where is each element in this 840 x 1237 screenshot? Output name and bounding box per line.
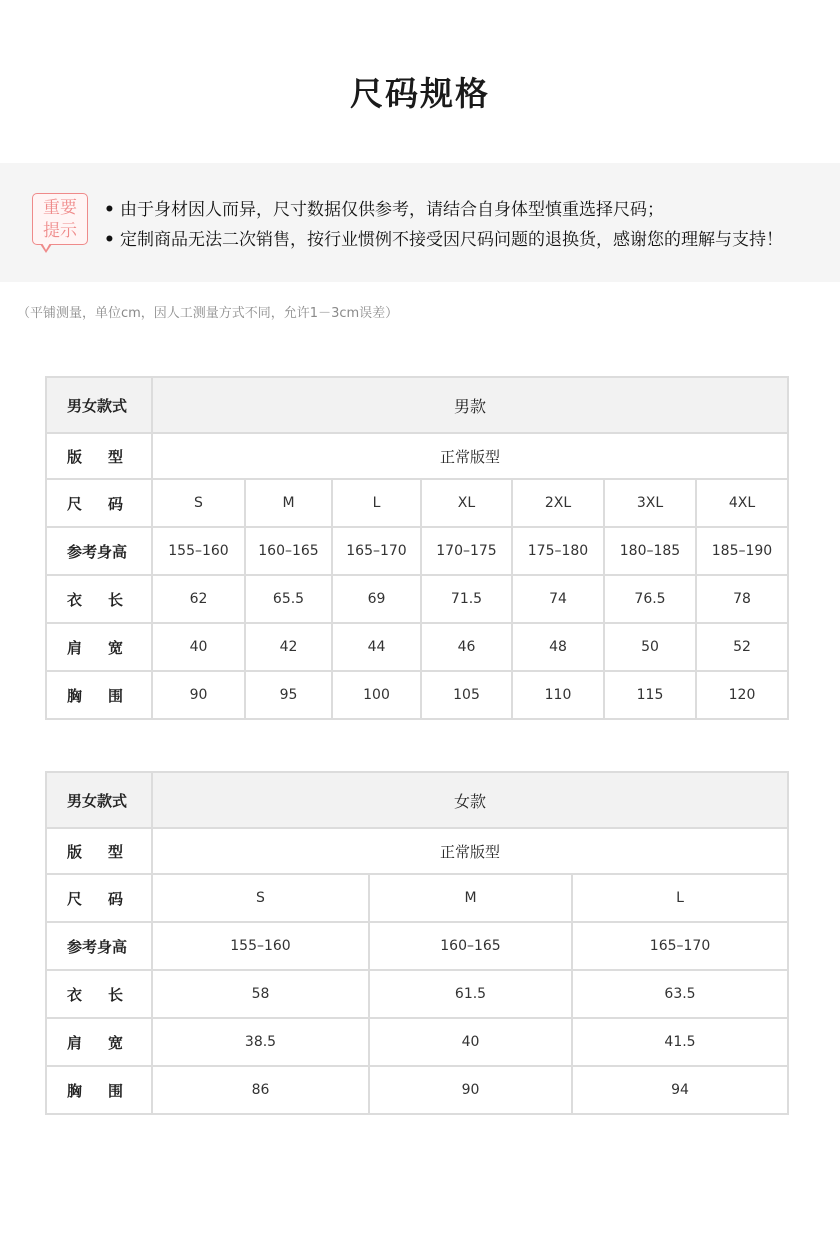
shoulder-cell: 44 xyxy=(332,623,421,671)
table-row xyxy=(46,527,788,575)
table-row xyxy=(46,1066,788,1114)
bullet-icon: • xyxy=(104,200,115,220)
style-value: 男款 xyxy=(152,377,788,433)
size-cell: 4XL xyxy=(696,479,788,527)
length-cell: 58 xyxy=(152,970,369,1018)
table-row xyxy=(46,922,788,970)
chest-cell: 95 xyxy=(245,671,332,719)
row-label-length: 衣长 xyxy=(46,575,152,623)
shoulder-cell: 50 xyxy=(604,623,696,671)
notice-banner xyxy=(0,163,840,282)
badge-line-2: 提示 xyxy=(43,221,77,241)
height-cell: 155–160 xyxy=(152,922,369,970)
fit-value: 正常版型 xyxy=(152,433,788,479)
shoulder-cell: 41.5 xyxy=(572,1018,788,1066)
height-cell: 180–185 xyxy=(604,527,696,575)
chest-cell: 86 xyxy=(152,1066,369,1114)
style-value: 女款 xyxy=(152,772,788,828)
row-label-shoulder: 肩宽 xyxy=(46,623,152,671)
row-label-style: 男女款式 xyxy=(46,772,152,828)
size-cell: M xyxy=(369,874,572,922)
table-row xyxy=(46,575,788,623)
table-row xyxy=(46,479,788,527)
chest-cell: 115 xyxy=(604,671,696,719)
shoulder-cell: 46 xyxy=(421,623,512,671)
fit-value: 正常版型 xyxy=(152,828,788,874)
length-cell: 74 xyxy=(512,575,604,623)
women-size-table xyxy=(45,771,789,1115)
length-cell: 63.5 xyxy=(572,970,788,1018)
table-row xyxy=(46,377,788,433)
size-cell: 3XL xyxy=(604,479,696,527)
men-size-table xyxy=(45,376,789,720)
row-label-chest: 胸围 xyxy=(46,671,152,719)
table-row xyxy=(46,828,788,874)
shoulder-cell: 52 xyxy=(696,623,788,671)
notice-list xyxy=(104,195,783,255)
bullet-icon: • xyxy=(104,230,115,250)
row-label-height: 参考身高 xyxy=(46,527,152,575)
size-cell: S xyxy=(152,874,369,922)
height-cell: 165–170 xyxy=(572,922,788,970)
chest-cell: 90 xyxy=(369,1066,572,1114)
length-cell: 62 xyxy=(152,575,245,623)
size-cell: L xyxy=(572,874,788,922)
size-cell: XL xyxy=(421,479,512,527)
height-cell: 170–175 xyxy=(421,527,512,575)
important-badge xyxy=(32,193,88,245)
table-row xyxy=(46,970,788,1018)
row-label-style: 男女款式 xyxy=(46,377,152,433)
shoulder-cell: 42 xyxy=(245,623,332,671)
table-row xyxy=(46,874,788,922)
table-row xyxy=(46,1018,788,1066)
row-label-size: 尺码 xyxy=(46,874,152,922)
notice-item: • 由于身材因人而异，尺寸数据仅供参考，请结合自身体型慎重选择尺码； xyxy=(104,195,783,225)
chest-cell: 94 xyxy=(572,1066,788,1114)
length-cell: 69 xyxy=(332,575,421,623)
size-cell: 2XL xyxy=(512,479,604,527)
length-cell: 71.5 xyxy=(421,575,512,623)
row-label-chest: 胸围 xyxy=(46,1066,152,1114)
row-label-height: 参考身高 xyxy=(46,922,152,970)
height-cell: 160–165 xyxy=(369,922,572,970)
row-label-fit: 版型 xyxy=(46,433,152,479)
length-cell: 76.5 xyxy=(604,575,696,623)
row-label-shoulder: 肩宽 xyxy=(46,1018,152,1066)
shoulder-cell: 40 xyxy=(152,623,245,671)
height-cell: 155–160 xyxy=(152,527,245,575)
badge-line-1: 重要 xyxy=(43,198,77,218)
row-label-length: 衣长 xyxy=(46,970,152,1018)
table-row xyxy=(46,623,788,671)
chest-cell: 105 xyxy=(421,671,512,719)
height-cell: 165–170 xyxy=(332,527,421,575)
height-cell: 185–190 xyxy=(696,527,788,575)
table-row xyxy=(46,433,788,479)
length-cell: 61.5 xyxy=(369,970,572,1018)
row-label-size: 尺码 xyxy=(46,479,152,527)
chest-cell: 90 xyxy=(152,671,245,719)
length-cell: 65.5 xyxy=(245,575,332,623)
shoulder-cell: 48 xyxy=(512,623,604,671)
chest-cell: 110 xyxy=(512,671,604,719)
shoulder-cell: 40 xyxy=(369,1018,572,1066)
shoulder-cell: 38.5 xyxy=(152,1018,369,1066)
height-cell: 160–165 xyxy=(245,527,332,575)
size-cell: M xyxy=(245,479,332,527)
table-row xyxy=(46,671,788,719)
length-cell: 78 xyxy=(696,575,788,623)
chest-cell: 100 xyxy=(332,671,421,719)
size-cell: S xyxy=(152,479,245,527)
chest-cell: 120 xyxy=(696,671,788,719)
table-row xyxy=(46,772,788,828)
size-cell: L xyxy=(332,479,421,527)
height-cell: 175–180 xyxy=(512,527,604,575)
row-label-fit: 版型 xyxy=(46,828,152,874)
notice-item: • 定制商品无法二次销售，按行业惯例不接受因尺码问题的退换货，感谢您的理解与支持！ xyxy=(104,225,783,255)
measurement-note: （平铺测量，单位cm，因人工测量方式不同，允许1－3cm误差） xyxy=(17,306,399,321)
page-title: 尺码规格 xyxy=(350,74,490,113)
